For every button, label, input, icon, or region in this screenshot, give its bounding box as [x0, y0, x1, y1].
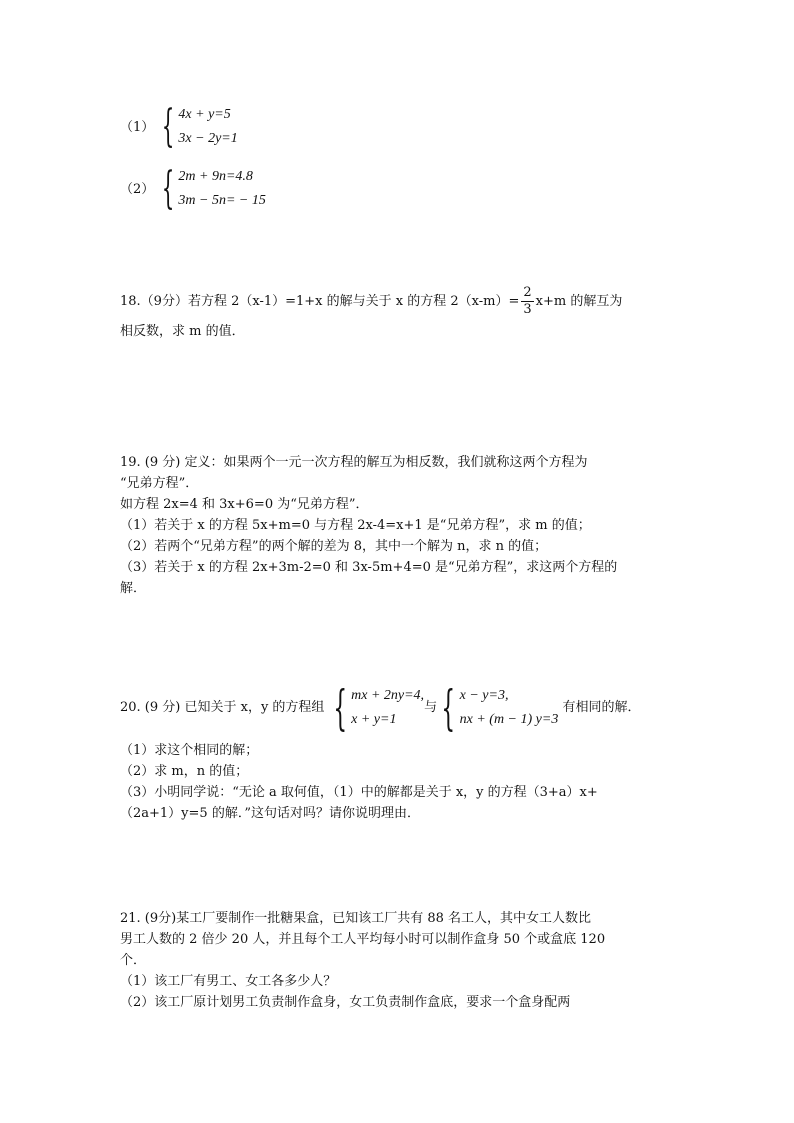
q20-line4: （3）小明同学说：“无论 a 取何值，（1）中的解都是关于 x，y 的方程（3+a）x+: [120, 785, 598, 800]
q20-sys2-eq1: x − y=3,: [459, 687, 509, 703]
left-brace-icon: {: [162, 101, 175, 152]
left-brace-icon: {: [441, 679, 456, 736]
q20-system-2: [437, 679, 559, 736]
q17-part2-eq1: 2m + 9n=4.8: [178, 169, 253, 184]
q19-line1: 19. (9 分) 定义：如果两个一元一次方程的解互为相反数，我们就称这两个方程为: [120, 455, 588, 470]
q20-system-1: [329, 679, 425, 736]
q17-part2: [120, 165, 680, 213]
q21-line4: （1）该工厂有男工、女工各多少人？: [120, 974, 337, 989]
question-19: [120, 452, 680, 599]
q17-part2-label: （2）: [120, 181, 155, 197]
q19-line6: （3）若关于 x 的方程 2x+3m-2=0 和 3x-5m+4=0 是“兄弟方程”，求这两个方程的: [120, 560, 618, 575]
q17-part2-system: [158, 165, 265, 213]
q17-part1-label: （1）: [120, 119, 155, 135]
q18-line1-b: x+m 的解互为: [535, 294, 623, 309]
question-21: [120, 908, 680, 1013]
q20-sys2-eq2: nx + (m − 1) y=3: [459, 711, 559, 727]
q20-tail: 有相同的解．: [562, 700, 641, 715]
q20-sys1-eq2: x + y=1: [351, 711, 397, 727]
q20-sys1-eq1: mx + 2ny=4,: [351, 687, 425, 703]
q19-line3: 如方程 2x=4 和 3x+6=0 为“兄弟方程”．: [120, 497, 369, 512]
q20-line3: （2）求 m，n 的值；: [120, 764, 249, 779]
question-20: [120, 679, 680, 824]
q17-part1: [120, 103, 680, 151]
q19-line2: “兄弟方程”．: [120, 476, 199, 491]
q19-line5: （2）若两个“兄弟方程”的两个解的差为 8，其中一个解为 n，求 n 的值；: [120, 539, 548, 554]
left-brace-icon: {: [162, 163, 175, 214]
q17-part1-eq1: 4x + y=5: [178, 107, 231, 122]
q21-line5: （2）该工厂原计划男工负责制作盒身，女工负责制作盒底，要求一个盒身配两: [120, 995, 571, 1010]
q20-line1: [120, 679, 680, 736]
q18-fraction: $\frac{2}{3}$: [523, 285, 532, 317]
q21-line3: 个．: [120, 953, 147, 968]
q20-connector: 与: [424, 700, 438, 715]
q19-line4: （1）若关于 x 的方程 5x+m=0 与方程 2x-4=x+1 是“兄弟方程”，求 m 的值；: [120, 518, 591, 533]
q17-part2-eq2: 3m − 5n= − 15: [178, 193, 266, 208]
question-18: [120, 285, 680, 342]
q17-part1-system: [158, 103, 237, 151]
q21-line1: 21. (9分)某工厂要制作一批糖果盒，已知该工厂共有 88 名工人，其中女工人数比: [120, 911, 592, 926]
q19-line7: 解．: [120, 581, 147, 596]
q20-line5: （2a+1）y=5 的解．”这句话对吗？请你说明理由．: [120, 806, 420, 821]
q21-line2: 男工人数的 2 倍少 20 人，并且每个工人平均每小时可以制作盒身 50 个或盒底 120: [120, 932, 606, 947]
q18-line2: 相反数，求 m 的值．: [120, 324, 245, 339]
q18-line1-a: 18.（9分）若方程 2（x-1）=1+x 的解与关于 x 的方程 2（x-m）=: [120, 294, 520, 309]
q20-line2: （1）求这个相同的解；: [120, 743, 259, 758]
q20-intro: 20. (9 分) 已知关于 x，y 的方程组: [120, 700, 325, 715]
left-brace-icon: {: [332, 679, 347, 736]
q17-part1-eq2: 3x − 2y=1: [178, 131, 238, 146]
